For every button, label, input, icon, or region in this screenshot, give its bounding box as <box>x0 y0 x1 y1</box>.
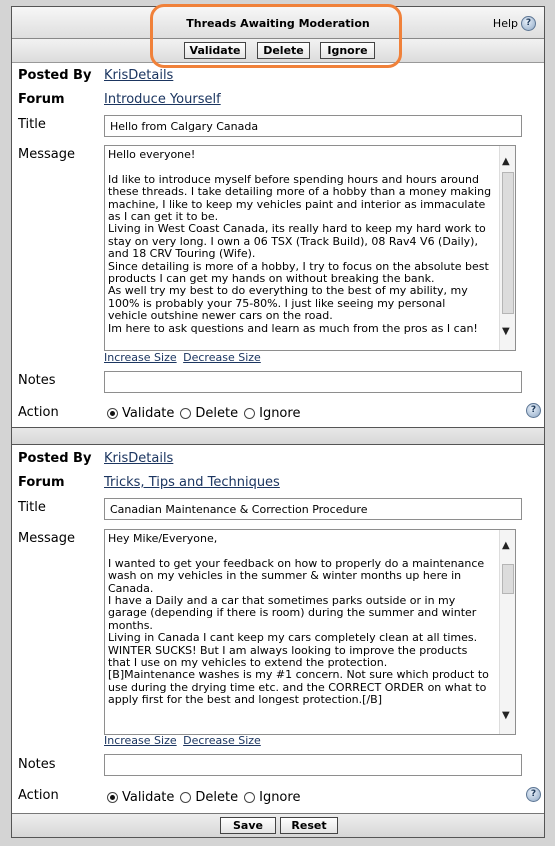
message-text: Hello everyone! Id like to introduce myself before spending hours and hours around these threads. I take detailing more of a hobby than a money making machine, I like to keep my vehicles paint and interior as immaculate as I can get it to be. Living in West Coast Canada, its really hard to keep my hard work to stay on very long. I own a 06 TSX (Track Build), 08 Rav4 V6 (Daily), and 18 CRV Touring (Wife). Since detailing is more of a hobby, I try to focus on the absolute best products I can get my hands on without breaking the bank. As well try my best to do everything to the best of my ability, my 100% is probably your 75-80%. I just like seeing my personal vehicle outshine newer cars on the road. Im here to ask questions and learn as much from the pros as I can! <box>108 148 492 335</box>
decrease-size-link[interactable]: Decrease Size <box>183 734 261 747</box>
moderation-panel <box>11 6 545 838</box>
action-delete-radio[interactable]: Delete <box>180 790 238 805</box>
action-ignore-radio[interactable]: Ignore <box>244 406 300 421</box>
help-icon[interactable]: ? <box>521 16 536 31</box>
title-input[interactable]: Canadian Maintenance & Correction Procedure <box>104 498 522 520</box>
posted-by-label: Posted By <box>18 451 92 466</box>
message-label: Message <box>18 531 75 546</box>
forum-link[interactable]: Introduce Yourself <box>104 92 221 107</box>
notes-input[interactable] <box>104 371 522 393</box>
increase-size-link[interactable]: Increase Size <box>104 351 177 364</box>
resize-links <box>104 351 264 364</box>
posted-by-user-link[interactable]: KrisDetails <box>104 451 174 466</box>
action-validate-radio[interactable]: Validate <box>107 406 174 421</box>
forum-label: Forum <box>18 475 65 490</box>
scroll-up-icon[interactable]: ▲ <box>502 156 510 167</box>
ignore-button[interactable]: Ignore <box>320 42 375 59</box>
scrollbar-thumb[interactable] <box>502 564 514 594</box>
action-radio-group <box>107 406 306 421</box>
posted-by-user-link[interactable]: KrisDetails <box>104 68 174 83</box>
notes-label: Notes <box>18 757 56 772</box>
title-label: Title <box>18 500 46 515</box>
action-radio-group <box>107 790 306 805</box>
form-footer <box>12 813 544 837</box>
help-link[interactable] <box>493 16 536 31</box>
scrollbar-thumb[interactable] <box>502 172 514 314</box>
forum-label: Forum <box>18 92 65 107</box>
message-scrollbar[interactable] <box>499 530 515 734</box>
delete-button[interactable]: Delete <box>257 42 310 59</box>
save-button[interactable]: Save <box>220 817 276 834</box>
highlight-annotation <box>150 4 402 68</box>
validate-button[interactable]: Validate <box>184 42 246 59</box>
forum-link[interactable]: Tricks, Tips and Techniques <box>104 475 280 490</box>
action-help-icon[interactable]: ? <box>526 787 541 802</box>
scroll-down-icon[interactable]: ▼ <box>502 325 510 337</box>
action-ignore-radio[interactable]: Ignore <box>244 790 300 805</box>
notes-label: Notes <box>18 373 56 388</box>
notes-input[interactable] <box>104 754 522 776</box>
reset-button[interactable]: Reset <box>280 817 338 834</box>
help-label: Help <box>492 17 518 30</box>
action-delete-radio[interactable]: Delete <box>180 406 238 421</box>
decrease-size-link[interactable]: Decrease Size <box>183 351 261 364</box>
increase-size-link[interactable]: Increase Size <box>104 734 177 747</box>
action-label: Action <box>18 405 59 420</box>
scroll-up-icon[interactable]: ▲ <box>502 540 510 551</box>
message-label: Message <box>18 147 75 162</box>
page-title: Threads Awaiting Moderation <box>186 17 370 30</box>
message-scrollbar[interactable] <box>499 146 515 350</box>
posted-by-label: Posted By <box>18 68 92 83</box>
message-textarea[interactable] <box>104 145 516 351</box>
action-label: Action <box>18 788 59 803</box>
scroll-down-icon[interactable]: ▼ <box>502 709 510 721</box>
message-text: Hey Mike/Everyone, I wanted to get your feedback on how to properly do a maintenance wash on my vehicles in the summer & winter months up here in Canada. I have a Daily and a car that sometimes parks outside or in my garage (depending if there is room) during the summer and winter months. Living in Canada I cant keep my cars completely clean at all times. WINTER SUCKS! But I am always looking to improve the products that I use on my vehicles to extend the protection. [B]Maintenance washes is my #1 concern. Not sure which product to use during the drying time etc. and the CORRECT ORDER on what to apply first for the best and longest protection.[/B] <box>108 532 489 707</box>
action-help-icon[interactable]: ? <box>526 403 541 418</box>
title-label: Title <box>18 117 46 132</box>
thread-separator <box>12 427 544 445</box>
action-validate-radio[interactable]: Validate <box>107 790 174 805</box>
message-textarea[interactable] <box>104 529 516 735</box>
resize-links <box>104 734 264 747</box>
title-input[interactable]: Hello from Calgary Canada <box>104 115 522 137</box>
